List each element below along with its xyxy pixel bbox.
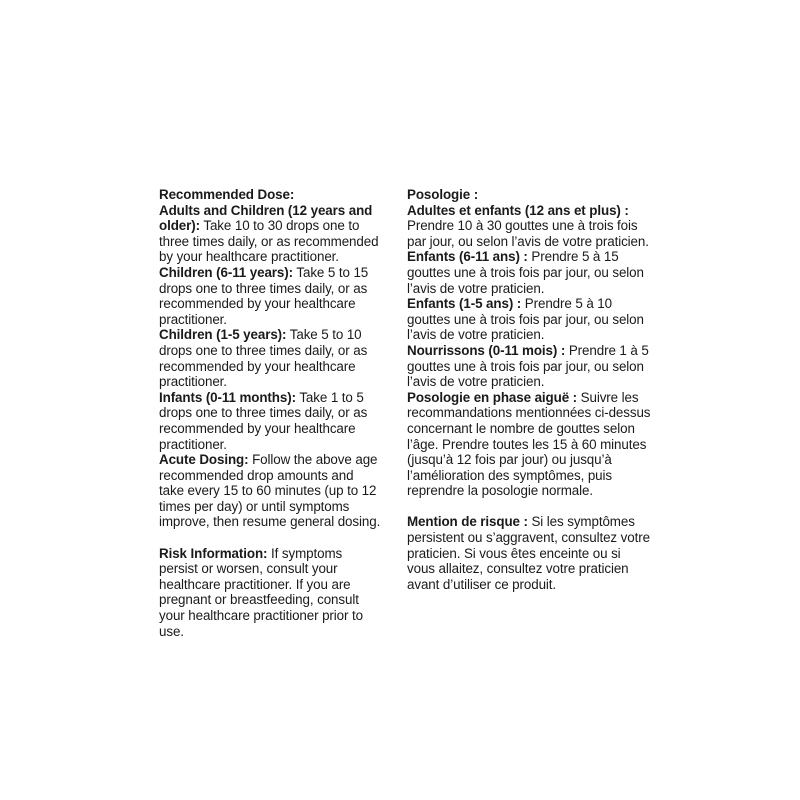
french-dosage-column bbox=[407, 187, 652, 592]
risk-text: If symptoms persist or worsen, consult your healthcare practitioner. If you are pregnant or breastfeeding, consult your healthcare practitioner prior to use. bbox=[159, 545, 363, 639]
dose-text: Take 1 to 5 drops one to three times daily, or as recommended by your healthcare practitioner. bbox=[159, 389, 368, 452]
dose-text: Take 10 to 30 drops one to three times daily, or as recommended by your healthcare practitioner. bbox=[159, 218, 379, 265]
dose-label: Adultes et enfants (12 ans et plus) : bbox=[407, 202, 629, 218]
dose-text: Take 5 to 15 drops one to three times daily, or as recommended by your healthcare practitioner. bbox=[159, 264, 369, 327]
dose-label: Adults and Children (12 years and older): bbox=[159, 202, 373, 234]
dose-acute bbox=[159, 452, 381, 530]
dose-enfants-1-5 bbox=[407, 296, 652, 343]
dose-label: Acute Dosing: bbox=[159, 452, 249, 468]
english-dosage-column bbox=[159, 187, 381, 639]
dose-label: Children (1-5 years): bbox=[159, 327, 287, 343]
recommended-dose-heading: Recommended Dose: bbox=[159, 187, 295, 202]
risk-information bbox=[159, 546, 381, 640]
dose-adults-children bbox=[159, 203, 381, 265]
dose-label: Posologie en phase aiguë : bbox=[407, 389, 578, 405]
dose-children-6-11 bbox=[159, 265, 381, 327]
paragraph-spacer bbox=[159, 530, 381, 546]
dose-label: Enfants (6-11 ans) : bbox=[407, 249, 528, 265]
dose-children-1-5 bbox=[159, 327, 381, 389]
paragraph-spacer bbox=[407, 499, 652, 515]
dose-infants bbox=[159, 390, 381, 452]
dose-phase-aigue bbox=[407, 390, 652, 499]
dose-enfants-6-11 bbox=[407, 249, 652, 296]
dose-text: Take 5 to 10 drops one to three times daily, or as recommended by your healthcare practitioner. bbox=[159, 327, 368, 390]
risk-label: Risk Information: bbox=[159, 545, 268, 561]
dose-text: Prendre 10 à 30 gouttes une à trois fois par jour, ou selon l’avis de votre praticien. bbox=[407, 218, 649, 249]
posologie-heading: Posologie : bbox=[407, 187, 479, 202]
dose-text: Suivre les recommandations mentionnées ci-dessus concernant le nombre de gouttes selon l’âge. Prendre toutes les 15 à 60 minutes (jusqu’à 12 fois par jour) ou jusqu’à l’amélioration des symptômes, puis reprendre la posologie normale. bbox=[407, 389, 651, 499]
dose-label: Nourrissons (0-11 mois) : bbox=[407, 342, 566, 358]
mention-de-risque bbox=[407, 514, 652, 592]
dose-text: Prendre 1 à 5 gouttes une à trois fois par jour, ou selon l’avis de votre praticien. bbox=[407, 342, 649, 390]
risk-label: Mention de risque : bbox=[407, 514, 528, 530]
dose-text: Prendre 5 à 10 gouttes une à trois fois par jour, ou selon l’avis de votre praticien. bbox=[407, 296, 644, 343]
risk-text: Si les symptômes persistent ou s’aggravent, consultez votre praticien. Si vous êtes enceinte ou si vous allaitez, consultez votre praticien avant d’utiliser ce produit. bbox=[407, 514, 650, 592]
dose-label: Infants (0-11 months): bbox=[159, 389, 296, 405]
dose-label: Children (6-11 years): bbox=[159, 264, 293, 280]
dose-text: Follow the above age recommended drop amounts and take every 15 to 60 minutes (up to 12 times per day) or until symptoms improve, then resume general dosing. bbox=[159, 452, 381, 530]
dose-text: Prendre 5 à 15 gouttes une à trois fois par jour, ou selon l’avis de votre praticien. bbox=[407, 249, 644, 296]
dose-label: Enfants (1-5 ans) : bbox=[407, 296, 522, 312]
dose-adultes-enfants bbox=[407, 203, 652, 250]
dose-nourrissons bbox=[407, 343, 652, 390]
